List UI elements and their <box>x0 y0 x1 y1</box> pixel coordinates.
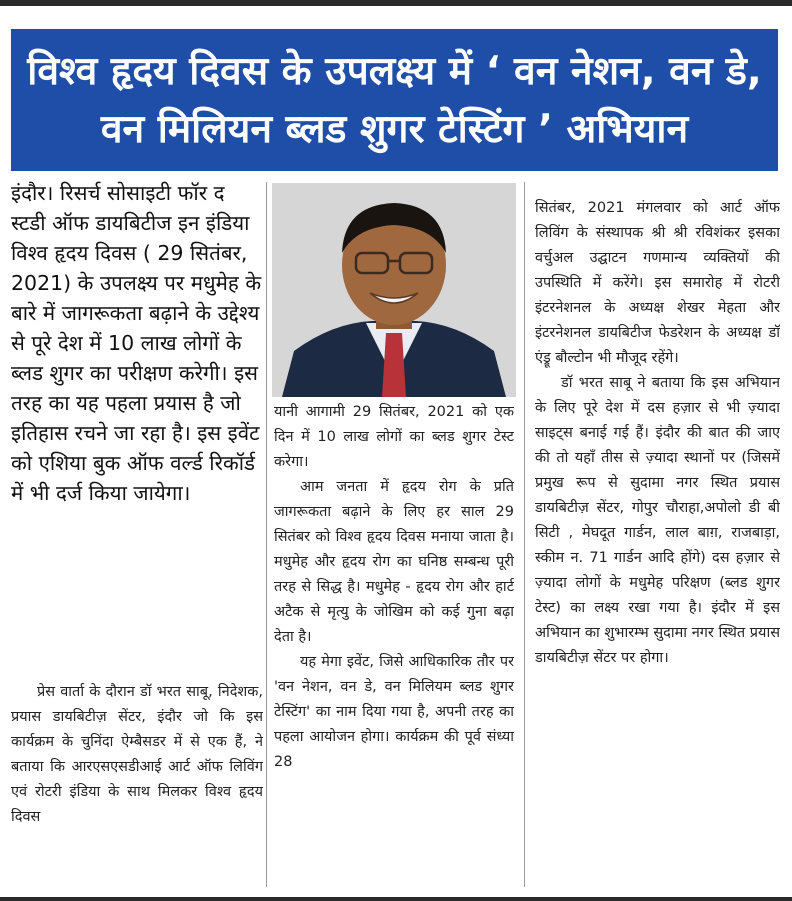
column-divider-left <box>266 182 267 887</box>
portrait-illustration <box>272 183 516 397</box>
bottom-border <box>0 897 792 901</box>
headline-banner <box>11 29 778 171</box>
left-paragraph-1: प्रेस वार्ता के दौरान डॉ भरत साबू, निदेशक, प्रयास डायबिटीज़ सेंटर, इंदौर जो कि इस कार्यक्रम के चुनिंदा ऐम्बैसडर में से एक हैं, ने बताया कि आरएसएसडीआई आर्ट ऑफ लिविंग एवं रोटरी इंडिया के साथ मिलकर विश्व हृदय दिवस <box>11 684 263 825</box>
lead-text: इंदौर। रिसर्च सोसाइटी फॉर द स्टडी ऑफ डायबिटीज इन इंडिया विश्व हृदय दिवस ( 29 सितंबर, 2021) के उपलक्ष्य पर मधुमेह के बारे में जागरूकता बढ़ाने के उद्देश्य से पूरे देश में 10 लाख लोगों के ब्लड शुगर का परीक्षण करेगी। इस तरह का यह पहला प्रयास है जो इतिहास रचने जा रहा है। इस इवेंट को एशिया बुक ऑफ वर्ल्ड रिकॉर्ड में भी दर्ज किया जायेगा। <box>11 181 262 505</box>
right-paragraph-1: सितंबर, 2021 मंगलवार को आर्ट ऑफ लिविंग के संस्थापक श्री श्री रविशंकर इसका वर्चुअल उद्घाटन गणमान्य व्यक्तियों की उपस्थिति में करेंगे। इस समारोह में रोटरी इंटरनेशनल के अध्यक्ष शेखर मेहता और इंटरनेशनल डायबिटीज फेडरेशन के अध्यक्ष डॉ एंड्रू बौल्टोन भी मौजूद रहेंगे। <box>535 200 780 366</box>
top-border <box>0 0 792 6</box>
middle-paragraph-1: यानी आगामी 29 सितंबर, 2021 को एक दिन में 10 लाख लोगों का ब्लड शुगर टेस्ट करेगा। <box>274 404 514 470</box>
middle-paragraph-2: आम जनता में हृदय रोग के प्रति जागरूकता बढ़ाने के लिए हर साल 29 सितंबर को विश्व हृदय दिवस मनाया जाता है। मधुमेह और हृदय रोग का घनिष्ठ सम्बन्ध पूरी तरह से सिद्ध है। मधुमेह - हृदय रोग और हार्ट अटैक से मृत्यु के जोखिम को कई गुना बढ़ा देता है। <box>274 479 514 645</box>
left-column-body <box>11 680 263 885</box>
column-divider-right <box>524 182 525 887</box>
middle-column-body <box>274 400 514 890</box>
middle-paragraph-3: यह मेगा इवेंट, जिसे आधिकारिक तौर पर 'वन नेशन, वन डे, वन मिलियम ब्लड शुगर टेस्टिंग' का नाम दिया गया है, अपनी तरह का पहला आयोजन होगा। कार्यक्रम की पूर्व संध्या 28 <box>274 654 514 770</box>
right-column-body <box>535 196 780 888</box>
headline-title: विश्व हृदय दिवस के उपलक्ष्य में ‘ वन नेशन, वन डे, वन मिलियन ब्लड शुगर टेस्टिंग ’ अभियान <box>27 49 762 152</box>
portrait-photo <box>272 183 516 397</box>
right-paragraph-2: डॉ भरत साबू ने बताया कि इस अभियान के लिए पूरे देश में दस हज़ार से भी ज़्यादा साइट्स बनाई गई हैं। इंदौर की बात की जाए की तो यहाँ तीस से ज़्यादा स्थानों पर (जिसमें प्रमुख रूप से सुदामा नगर स्थित प्रयास डायबिटीज़ सेंटर, गोपुर चौराहा,अपोलो डी बी सिटी , मेघदूत गार्डन, लाल बाग़, राजबाड़ा, स्कीम न. 71 गार्डन आदि होंगे) दस हज़ार से ज़्यादा लोगों के मधुमेह परिक्षण (ब्लड शुगर टेस्ट) का लक्ष्य रखा गया है। इंदौर में इस अभियान का शुभारम्भ सुदामा नगर स्थित प्रयास डायबिटीज़ सेंटर पर होगा। <box>535 375 780 666</box>
lead-paragraph <box>11 178 263 658</box>
